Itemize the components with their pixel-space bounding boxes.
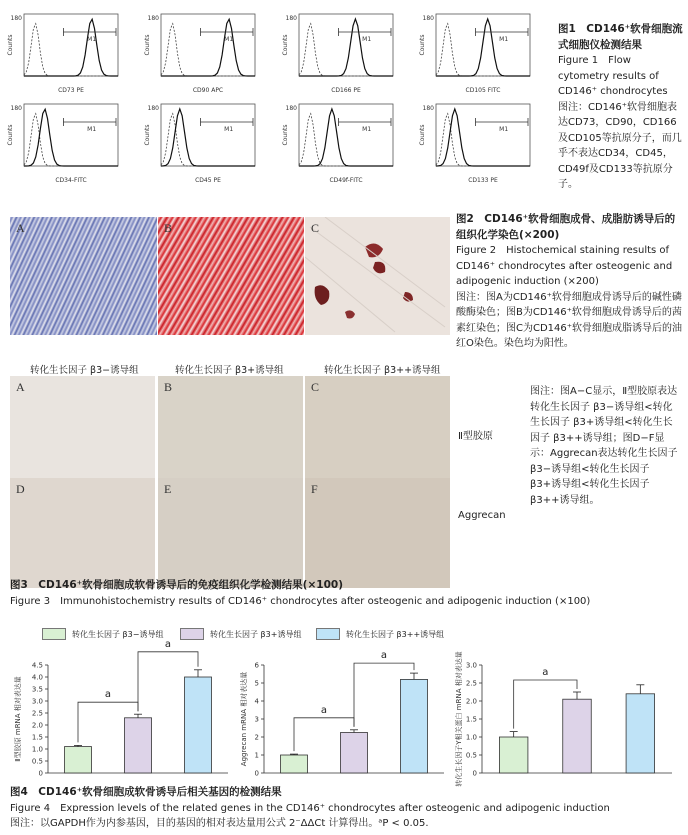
fig3-note: 图注：图A−C显示，Ⅱ型胶原表达转化生长因子 β3−诱导组<转化生长因子 β3+诱导组<转化生长因子 β3++诱导组；图D−F显示：Aggrecan表达转化生长因子 β3−诱导组<转化生长因子 β3+诱导组<转化生长因子 β3++诱导组。 xyxy=(530,386,678,506)
flow-ytick-3: 180 xyxy=(285,15,297,22)
fig3-caption-en: Figure 3 Immunohistochemistry results of CD146⁺ chondrocytes after osteogenic and adipogenic induction (×100) xyxy=(10,595,591,607)
flow-panel-5 xyxy=(8,100,120,185)
flow-gate-label-4: M1 xyxy=(499,36,509,43)
flow-panel-7 xyxy=(283,100,395,185)
flow-xlabel-4: CD105 FITC xyxy=(465,87,501,94)
y-tick-label: 3.0 xyxy=(31,697,43,706)
y-tick-label: 0 xyxy=(472,769,477,778)
flow-xlabel-8: CD133 PE xyxy=(468,177,498,184)
flow-sample-curve-1 xyxy=(24,19,118,76)
flow-isotype-curve-4 xyxy=(436,24,530,76)
flow-panel-8 xyxy=(420,100,532,185)
significance-label-1: a xyxy=(320,704,328,716)
flow-sample-curve-5 xyxy=(24,109,118,166)
flow-ytick-4: 180 xyxy=(422,15,434,22)
y-tick-label: 4.5 xyxy=(31,661,43,670)
bar-2 xyxy=(341,733,368,774)
flow-isotype-curve-6 xyxy=(161,114,255,166)
bar-chart-aggrecan xyxy=(238,645,448,785)
y-axis-label: 转化生长因子Y相关蛋白 mRNA 相对表达量 xyxy=(455,651,463,787)
legend-item-2 xyxy=(180,628,301,640)
y-tick-label: 1 xyxy=(254,751,259,760)
fig2-panel-b xyxy=(158,217,304,335)
y-tick-label: 1.0 xyxy=(31,745,43,754)
flow-isotype-curve-2 xyxy=(161,24,255,76)
fig2-caption-en: Figure 2 Histochemical staining results of CD146⁺ chondrocytes after osteogenic and adipogenic induction (×200) xyxy=(456,245,673,287)
flow-ytick-8: 180 xyxy=(422,105,434,112)
y-axis-label: Ⅱ型胶原 mRNA 相对表达量 xyxy=(14,676,22,762)
y-tick-label: 3 xyxy=(254,715,259,724)
flow-gate-label-6: M1 xyxy=(224,126,234,133)
fig3-label-d: D xyxy=(16,482,25,496)
fig3-label-e: E xyxy=(164,482,172,496)
flow-panel-6 xyxy=(145,100,257,185)
flow-sample-curve-6 xyxy=(161,109,255,166)
legend-swatch-1 xyxy=(42,628,66,640)
flow-panel-2 xyxy=(145,10,257,95)
fig2-label-c: C xyxy=(311,221,320,235)
significance-label-1: a xyxy=(104,689,112,701)
flow-xlabel-2: CD90 APC xyxy=(192,87,224,94)
flow-ylabel-5: Counts xyxy=(7,124,14,146)
fig4-caption-en: Figure 4 Expression levels of the related genes in the CD146⁺ chondrocytes after osteogenic and adipogenic induction xyxy=(10,802,610,814)
flow-ytick-1: 180 xyxy=(10,15,22,22)
fig4-caption xyxy=(10,785,685,832)
fig3-panel-d xyxy=(10,478,155,588)
fig3-label-c: C xyxy=(311,380,320,394)
legend-label-3: 转化生长因子 β3++诱导组 xyxy=(346,629,445,639)
bar-1 xyxy=(65,747,92,773)
flow-ylabel-7: Counts xyxy=(282,124,289,146)
legend-label-1: 转化生长因子 β3−诱导组 xyxy=(72,629,164,639)
fig3-panel-b xyxy=(158,376,303,486)
y-tick-label: 2.0 xyxy=(465,697,477,706)
y-tick-label: 2.5 xyxy=(465,679,477,688)
flow-isotype-curve-7 xyxy=(299,114,393,166)
flow-sample-curve-3 xyxy=(299,19,393,76)
fig4-caption-zh: 图4 CD146⁺软骨细胞成软骨诱导后相关基因的检测结果 xyxy=(10,786,282,798)
fig3-row-label-collagen: Ⅱ型胶原 xyxy=(458,431,493,442)
legend-item-1 xyxy=(42,628,163,640)
significance-label-2: a xyxy=(164,638,172,650)
y-tick-label: 1.5 xyxy=(465,715,477,724)
y-tick-label: 4.0 xyxy=(31,673,43,682)
flow-ylabel-6: Counts xyxy=(144,124,151,146)
fig1-caption-en: Figure 1 Flow cytometry results of CD146⁺ chondrocytes xyxy=(558,55,668,97)
legend-label-2: 转化生长因子 β3+诱导组 xyxy=(210,629,302,639)
flow-gate-label-8: M1 xyxy=(499,126,509,133)
fig2-panel-c-stain xyxy=(305,217,450,335)
flow-ylabel-4: Counts xyxy=(419,34,426,56)
y-tick-label: 0 xyxy=(254,769,259,778)
fig3-label-f: F xyxy=(311,482,318,496)
bar-chart-ctgf xyxy=(452,645,682,785)
y-tick-label: 2.5 xyxy=(31,709,43,718)
flow-xlabel-5: CD34-FITC xyxy=(55,177,87,184)
bar-1 xyxy=(499,737,528,773)
flow-gate-label-5: M1 xyxy=(87,126,97,133)
y-tick-label: 0 xyxy=(38,769,43,778)
bar-2 xyxy=(563,699,592,773)
y-tick-label: 0.5 xyxy=(31,757,43,766)
flow-xlabel-7: CD49f-FITC xyxy=(329,177,363,184)
fig3-panel-f xyxy=(305,478,450,588)
fig2-note: 图注：图A为CD146⁺软骨细胞成骨诱导后的碱性磷酸酶染色；图B为CD146⁺软骨细胞成骨诱导后的茜素红染色；图C为CD146⁺软骨细胞成脂诱导后的油红O染色。染色均为阳性。 xyxy=(456,291,683,349)
y-axis-label: Aggrecan mRNA 相对表达量 xyxy=(240,671,248,767)
fig4-note: 图注：以GAPDH作为内参基因，目的基因的相对表达量用公式 2⁻ΔΔCt 计算得出。ᵃP < 0.05. xyxy=(10,818,429,829)
fig2-label-a: A xyxy=(16,221,25,235)
fig2-caption xyxy=(456,212,684,352)
fig3-col-header-2: 转化生长因子 β3+诱导组 xyxy=(175,365,284,376)
fig3-col-header-1: 转化生长因子 β3−诱导组 xyxy=(30,365,139,376)
significance-label-2: a xyxy=(380,650,388,662)
fig3-label-a: A xyxy=(16,380,25,394)
legend-item-3 xyxy=(316,628,444,640)
bar-1 xyxy=(281,755,308,773)
flow-ytick-5: 180 xyxy=(10,105,22,112)
fig3-panel-a xyxy=(10,376,155,486)
flow-panel-4 xyxy=(420,10,532,95)
bar-3 xyxy=(401,679,428,773)
flow-ylabel-2: Counts xyxy=(144,34,151,56)
y-tick-label: 3.5 xyxy=(31,685,43,694)
y-tick-label: 1.0 xyxy=(465,733,477,742)
flow-sample-curve-2 xyxy=(161,19,255,76)
fig1-caption-zh: 图1 CD146⁺软骨细胞流式细胞仪检测结果 xyxy=(558,23,683,51)
flow-panel-3 xyxy=(283,10,395,95)
flow-gate-label-3: M1 xyxy=(362,36,372,43)
flow-ytick-7: 180 xyxy=(285,105,297,112)
fig3-panel-e xyxy=(158,478,303,588)
fig2-caption-zh: 图2 CD146⁺软骨细胞成骨、成脂肪诱导后的组织化学染色(×200) xyxy=(456,213,676,241)
flow-isotype-curve-5 xyxy=(24,114,118,166)
bar-3 xyxy=(185,677,212,773)
fig3-col-header-3: 转化生长因子 β3++诱导组 xyxy=(324,365,441,376)
y-tick-label: 2.0 xyxy=(31,721,43,730)
flow-gate-label-2: M1 xyxy=(224,36,234,43)
y-tick-label: 3.0 xyxy=(465,661,477,670)
flow-xlabel-3: CD166 PE xyxy=(331,87,361,94)
flow-panel-1 xyxy=(8,10,120,95)
flow-gate-label-7: M1 xyxy=(362,126,372,133)
bar-chart-collagen xyxy=(8,638,233,785)
y-tick-label: 4 xyxy=(254,697,259,706)
y-tick-label: 1.5 xyxy=(31,733,43,742)
fig2-label-b: B xyxy=(164,221,173,235)
legend-swatch-2 xyxy=(180,628,204,640)
flow-ylabel-3: Counts xyxy=(282,34,289,56)
flow-ytick-2: 180 xyxy=(147,15,159,22)
fig3-caption-zh: 图3 CD146⁺软骨细胞成软骨诱导后的免疫组织化学检测结果(×100) xyxy=(10,579,343,591)
flow-ylabel-1: Counts xyxy=(7,34,14,56)
flow-xlabel-1: CD73 PE xyxy=(58,87,84,94)
fig2-panel-a xyxy=(10,217,157,335)
significance-label-1: a xyxy=(542,667,549,678)
y-tick-label: 0.5 xyxy=(465,751,477,760)
flow-sample-curve-8 xyxy=(436,109,530,166)
flow-ylabel-8: Counts xyxy=(419,124,426,146)
y-tick-label: 2 xyxy=(254,733,259,742)
fig1-note: 图注：CD146⁺软骨细胞表达CD73，CD90，CD166及CD105等抗原分子，而几乎不表达CD34，CD45，CD49f及CD133等抗原分子。 xyxy=(558,101,682,190)
bar-2 xyxy=(125,718,152,773)
flow-isotype-curve-8 xyxy=(436,114,530,166)
fig3-caption xyxy=(10,578,680,609)
flow-gate-label-1: M1 xyxy=(87,36,97,43)
fig1-caption xyxy=(558,22,683,193)
flow-xlabel-6: CD45 PE xyxy=(195,177,221,184)
flow-sample-curve-7 xyxy=(299,109,393,166)
fig3-row-label-aggrecan: Aggrecan xyxy=(458,510,506,521)
y-tick-label: 5 xyxy=(254,679,259,688)
fig3-label-b: B xyxy=(164,380,173,394)
fig3-panel-c xyxy=(305,376,450,486)
flow-sample-curve-4 xyxy=(436,19,530,76)
bar-3 xyxy=(626,694,655,773)
legend-swatch-3 xyxy=(316,628,340,640)
flow-ytick-6: 180 xyxy=(147,105,159,112)
flow-isotype-curve-1 xyxy=(24,24,118,76)
fig2-panel-c xyxy=(305,217,450,335)
y-tick-label: 6 xyxy=(254,661,259,670)
